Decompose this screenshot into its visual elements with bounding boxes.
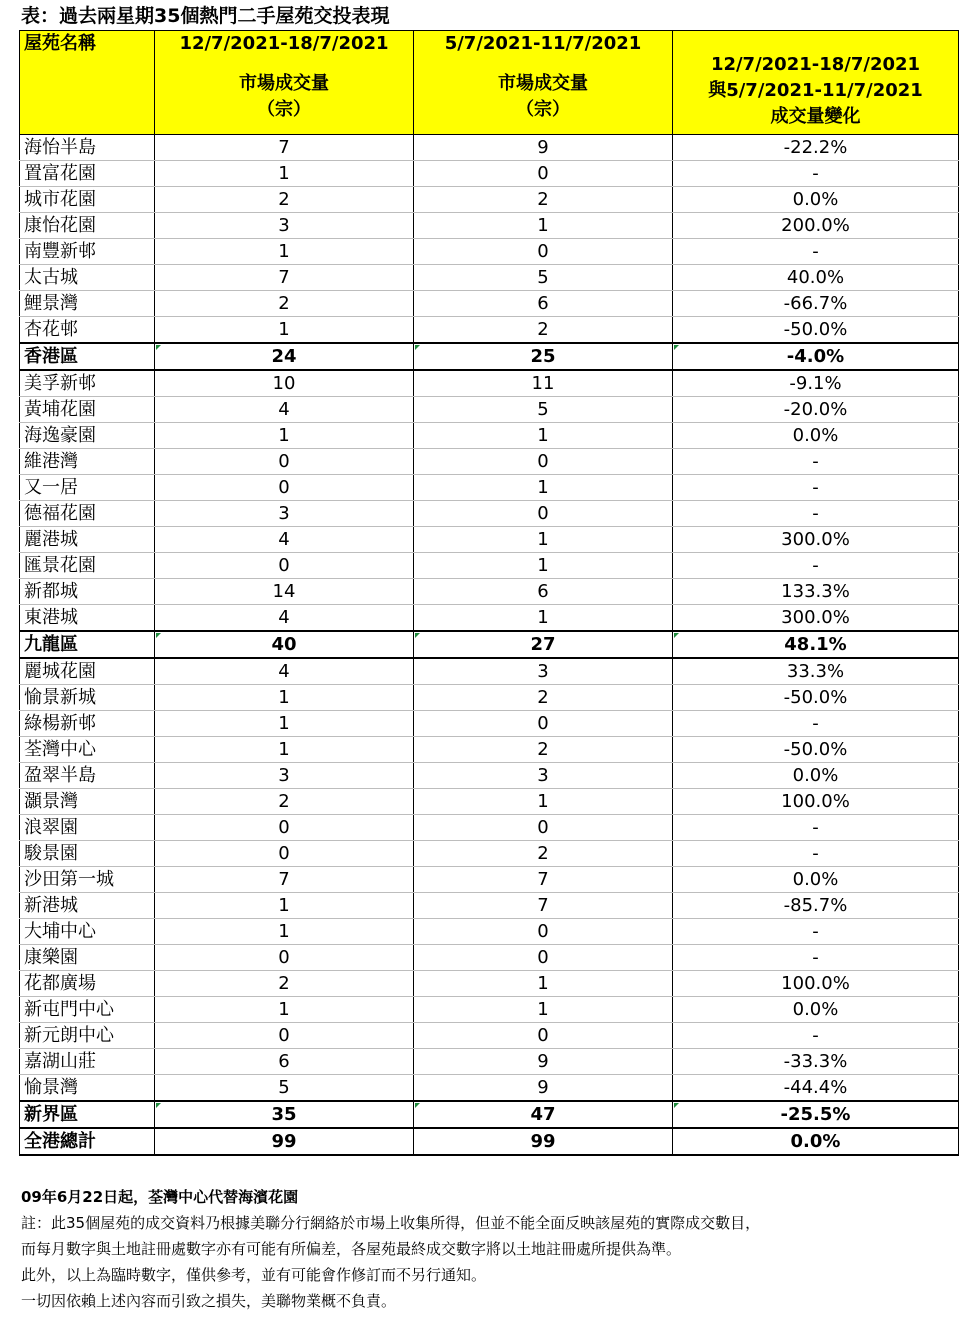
cell-estate-name: 愉景新城 xyxy=(20,685,155,711)
header-change-line1: 12/7/2021-18/7/2021 xyxy=(710,53,921,75)
header-current-period: 12/7/2021-18/7/2021 xyxy=(179,33,389,54)
cell-volume-change: - xyxy=(673,945,959,971)
table-row xyxy=(20,501,959,527)
table-row xyxy=(20,239,959,265)
table-header-row xyxy=(20,31,959,135)
cell-current-volume: 35 xyxy=(155,1101,414,1128)
cell-estate-name: 花都廣場 xyxy=(20,971,155,997)
note-replacement: 09年6月22日起，荃灣中心代替海濱花園 xyxy=(21,1188,299,1206)
header-current-label: 市場成交量 xyxy=(239,73,329,94)
cell-estate-name: 灝景灣 xyxy=(20,789,155,815)
table-row xyxy=(20,423,959,449)
cell-volume-change: -85.7% xyxy=(673,893,959,919)
cell-estate-name: 新界區 xyxy=(20,1101,155,1128)
table-title: 表：過去兩星期35個熱門二手屋苑交投表現 xyxy=(21,5,390,27)
cell-current-volume: 6 xyxy=(155,1049,414,1075)
cell-estate-name: 海怡半島 xyxy=(20,135,155,161)
header-estate-name xyxy=(20,31,155,135)
cell-previous-volume: 0 xyxy=(414,711,673,737)
cell-current-volume: 0 xyxy=(155,449,414,475)
cell-estate-name: 南豐新邨 xyxy=(20,239,155,265)
cell-previous-volume: 0 xyxy=(414,161,673,187)
header-current-week xyxy=(155,31,414,135)
cell-estate-name: 美孚新邨 xyxy=(20,370,155,397)
transaction-table xyxy=(19,30,959,1156)
cell-current-volume: 99 xyxy=(155,1128,414,1155)
table-row xyxy=(20,1075,959,1102)
cell-volume-change: - xyxy=(673,841,959,867)
cell-estate-name: 匯景花園 xyxy=(20,553,155,579)
cell-estate-name: 新都城 xyxy=(20,579,155,605)
cell-volume-change: - xyxy=(673,449,959,475)
cell-current-volume: 24 xyxy=(155,343,414,370)
cell-previous-volume: 0 xyxy=(414,919,673,945)
subtotal-row xyxy=(20,631,959,658)
cell-current-volume: 4 xyxy=(155,397,414,423)
header-change-line3: 成交量變化 xyxy=(770,105,861,127)
cell-current-volume: 1 xyxy=(155,317,414,344)
cell-estate-name: 大埔中心 xyxy=(20,919,155,945)
cell-previous-volume: 5 xyxy=(414,265,673,291)
cell-volume-change: -50.0% xyxy=(673,737,959,763)
cell-current-volume: 1 xyxy=(155,919,414,945)
cell-previous-volume: 6 xyxy=(414,291,673,317)
cell-current-volume: 0 xyxy=(155,475,414,501)
cell-estate-name: 置富花園 xyxy=(20,161,155,187)
cell-current-volume: 1 xyxy=(155,997,414,1023)
cell-estate-name: 又一居 xyxy=(20,475,155,501)
cell-volume-change: - xyxy=(673,1023,959,1049)
cell-current-volume: 1 xyxy=(155,685,414,711)
cell-previous-volume: 2 xyxy=(414,841,673,867)
cell-current-volume: 0 xyxy=(155,553,414,579)
cell-volume-change: -66.7% xyxy=(673,291,959,317)
cell-current-volume: 1 xyxy=(155,239,414,265)
table-row xyxy=(20,605,959,632)
cell-current-volume: 10 xyxy=(155,370,414,397)
cell-volume-change: -25.5% xyxy=(673,1101,959,1128)
header-previous-unit: （宗） xyxy=(516,99,570,120)
cell-current-volume: 4 xyxy=(155,658,414,685)
cell-current-volume: 2 xyxy=(155,789,414,815)
cell-current-volume: 7 xyxy=(155,867,414,893)
table-row xyxy=(20,685,959,711)
cell-current-volume: 4 xyxy=(155,527,414,553)
table-row xyxy=(20,213,959,239)
cell-estate-name: 太古城 xyxy=(20,265,155,291)
header-change-line2: 與5/7/2021-11/7/2021 xyxy=(708,79,923,101)
cell-estate-name: 駿景園 xyxy=(20,841,155,867)
cell-estate-name: 新屯門中心 xyxy=(20,997,155,1023)
cell-previous-volume: 0 xyxy=(414,945,673,971)
cell-previous-volume: 0 xyxy=(414,815,673,841)
cell-previous-volume: 6 xyxy=(414,579,673,605)
cell-previous-volume: 1 xyxy=(414,475,673,501)
cell-estate-name: 麗城花園 xyxy=(20,658,155,685)
cell-volume-change: 0.0% xyxy=(673,997,959,1023)
cell-previous-volume: 99 xyxy=(414,1128,673,1155)
cell-current-volume: 1 xyxy=(155,423,414,449)
header-previous-week xyxy=(414,31,673,135)
cell-volume-change: -44.4% xyxy=(673,1075,959,1102)
table-row xyxy=(20,815,959,841)
cell-volume-change: 40.0% xyxy=(673,265,959,291)
cell-current-volume: 40 xyxy=(155,631,414,658)
cell-previous-volume: 1 xyxy=(414,553,673,579)
table-row xyxy=(20,475,959,501)
cell-previous-volume: 1 xyxy=(414,527,673,553)
note-provisional: 此外，以上為臨時數字，僅供參考，並有可能會作修訂而不另行通知。 xyxy=(21,1266,487,1284)
table-row xyxy=(20,867,959,893)
cell-previous-volume: 11 xyxy=(414,370,673,397)
cell-current-volume: 1 xyxy=(155,161,414,187)
cell-estate-name: 德福花園 xyxy=(20,501,155,527)
cell-previous-volume: 9 xyxy=(414,1075,673,1102)
cell-estate-name: 荃灣中心 xyxy=(20,737,155,763)
cell-estate-name: 麗港城 xyxy=(20,527,155,553)
cell-previous-volume: 7 xyxy=(414,893,673,919)
cell-volume-change: - xyxy=(673,161,959,187)
cell-volume-change: - xyxy=(673,815,959,841)
cell-current-volume: 0 xyxy=(155,945,414,971)
cell-estate-name: 嘉湖山莊 xyxy=(20,1049,155,1075)
cell-estate-name: 新港城 xyxy=(20,893,155,919)
table-row xyxy=(20,658,959,685)
cell-estate-name: 康怡花園 xyxy=(20,213,155,239)
cell-volume-change: 100.0% xyxy=(673,971,959,997)
cell-volume-change: 300.0% xyxy=(673,527,959,553)
cell-current-volume: 0 xyxy=(155,841,414,867)
cell-estate-name: 香港區 xyxy=(20,343,155,370)
cell-current-volume: 2 xyxy=(155,187,414,213)
table-row xyxy=(20,919,959,945)
cell-estate-name: 沙田第一城 xyxy=(20,867,155,893)
table-row xyxy=(20,841,959,867)
table-row xyxy=(20,763,959,789)
cell-volume-change: 133.3% xyxy=(673,579,959,605)
cell-previous-volume: 9 xyxy=(414,135,673,161)
cell-current-volume: 7 xyxy=(155,265,414,291)
table-row xyxy=(20,187,959,213)
cell-previous-volume: 1 xyxy=(414,423,673,449)
cell-current-volume: 1 xyxy=(155,893,414,919)
table-body xyxy=(20,135,959,1156)
table-row xyxy=(20,893,959,919)
cell-current-volume: 1 xyxy=(155,711,414,737)
cell-volume-change: -50.0% xyxy=(673,317,959,344)
cell-estate-name: 杏花邨 xyxy=(20,317,155,344)
cell-current-volume: 1 xyxy=(155,737,414,763)
cell-estate-name: 綠楊新邨 xyxy=(20,711,155,737)
grand-total-row xyxy=(20,1128,959,1155)
subtotal-row xyxy=(20,343,959,370)
cell-previous-volume: 1 xyxy=(414,971,673,997)
cell-previous-volume: 2 xyxy=(414,737,673,763)
cell-estate-name: 浪翠園 xyxy=(20,815,155,841)
cell-volume-change: -20.0% xyxy=(673,397,959,423)
cell-previous-volume: 9 xyxy=(414,1049,673,1075)
cell-volume-change: -50.0% xyxy=(673,685,959,711)
cell-estate-name: 全港總計 xyxy=(20,1128,155,1155)
cell-current-volume: 7 xyxy=(155,135,414,161)
cell-previous-volume: 27 xyxy=(414,631,673,658)
cell-volume-change: 100.0% xyxy=(673,789,959,815)
cell-estate-name: 海逸豪園 xyxy=(20,423,155,449)
table-row xyxy=(20,737,959,763)
cell-previous-volume: 25 xyxy=(414,343,673,370)
cell-volume-change: -9.1% xyxy=(673,370,959,397)
cell-volume-change: - xyxy=(673,919,959,945)
header-previous-label: 市場成交量 xyxy=(498,73,588,94)
cell-current-volume: 0 xyxy=(155,815,414,841)
table-row xyxy=(20,527,959,553)
header-previous-period: 5/7/2021-11/7/2021 xyxy=(444,33,642,54)
cell-estate-name: 東港城 xyxy=(20,605,155,632)
cell-previous-volume: 1 xyxy=(414,997,673,1023)
cell-volume-change: - xyxy=(673,239,959,265)
table-row xyxy=(20,265,959,291)
cell-previous-volume: 1 xyxy=(414,605,673,632)
cell-previous-volume: 2 xyxy=(414,317,673,344)
cell-previous-volume: 2 xyxy=(414,187,673,213)
table-row xyxy=(20,789,959,815)
cell-volume-change: 200.0% xyxy=(673,213,959,239)
cell-previous-volume: 0 xyxy=(414,449,673,475)
table-row xyxy=(20,971,959,997)
cell-volume-change: 0.0% xyxy=(673,867,959,893)
cell-current-volume: 0 xyxy=(155,1023,414,1049)
cell-previous-volume: 2 xyxy=(414,685,673,711)
cell-volume-change: 0.0% xyxy=(673,423,959,449)
cell-previous-volume: 5 xyxy=(414,397,673,423)
cell-current-volume: 14 xyxy=(155,579,414,605)
cell-current-volume: 2 xyxy=(155,291,414,317)
table-row xyxy=(20,553,959,579)
table-row xyxy=(20,135,959,161)
cell-current-volume: 4 xyxy=(155,605,414,632)
table-row xyxy=(20,945,959,971)
cell-previous-volume: 1 xyxy=(414,789,673,815)
cell-previous-volume: 3 xyxy=(414,658,673,685)
cell-volume-change: -4.0% xyxy=(673,343,959,370)
table-row xyxy=(20,1049,959,1075)
cell-estate-name: 城市花園 xyxy=(20,187,155,213)
cell-volume-change: - xyxy=(673,553,959,579)
cell-current-volume: 3 xyxy=(155,213,414,239)
cell-volume-change: 0.0% xyxy=(673,1128,959,1155)
cell-previous-volume: 1 xyxy=(414,213,673,239)
cell-previous-volume: 47 xyxy=(414,1101,673,1128)
table-row xyxy=(20,449,959,475)
table-row xyxy=(20,579,959,605)
cell-previous-volume: 0 xyxy=(414,501,673,527)
cell-current-volume: 3 xyxy=(155,763,414,789)
cell-volume-change: - xyxy=(673,501,959,527)
cell-volume-change: 33.3% xyxy=(673,658,959,685)
cell-current-volume: 2 xyxy=(155,971,414,997)
table-row xyxy=(20,397,959,423)
header-current-unit: （宗） xyxy=(257,99,311,120)
cell-previous-volume: 7 xyxy=(414,867,673,893)
table-row xyxy=(20,1023,959,1049)
cell-estate-name: 九龍區 xyxy=(20,631,155,658)
cell-estate-name: 維港灣 xyxy=(20,449,155,475)
cell-current-volume: 3 xyxy=(155,501,414,527)
cell-estate-name: 新元朗中心 xyxy=(20,1023,155,1049)
table-row xyxy=(20,291,959,317)
cell-estate-name: 愉景灣 xyxy=(20,1075,155,1102)
cell-previous-volume: 3 xyxy=(414,763,673,789)
note-disclaimer-2: 而每月數字與土地註冊處數字亦有可能有所偏差，各屋苑最終成交數字將以土地註冊處所提供為準。 xyxy=(21,1240,682,1258)
cell-previous-volume: 0 xyxy=(414,1023,673,1049)
note-disclaimer-1: 註：此35個屋苑的成交資料乃根據美聯分行網絡於市場上收集所得，但並不能全面反映該屋苑的實際成交數目， xyxy=(21,1214,761,1232)
cell-estate-name: 黃埔花園 xyxy=(20,397,155,423)
table-row xyxy=(20,711,959,737)
header-estate-name-text: 屋苑名稱 xyxy=(24,33,96,54)
cell-volume-change: - xyxy=(673,711,959,737)
cell-estate-name: 盈翠半島 xyxy=(20,763,155,789)
cell-volume-change: 300.0% xyxy=(673,605,959,632)
table-row xyxy=(20,997,959,1023)
subtotal-row xyxy=(20,1101,959,1128)
cell-estate-name: 鯉景灣 xyxy=(20,291,155,317)
cell-volume-change: 0.0% xyxy=(673,187,959,213)
cell-volume-change: -33.3% xyxy=(673,1049,959,1075)
cell-previous-volume: 0 xyxy=(414,239,673,265)
footnotes xyxy=(21,1184,951,1314)
note-liability: 一切因依賴上述內容而引致之損失，美聯物業概不負責。 xyxy=(21,1292,397,1310)
cell-volume-change: - xyxy=(673,475,959,501)
cell-volume-change: -22.2% xyxy=(673,135,959,161)
header-change xyxy=(673,31,959,135)
table-row xyxy=(20,370,959,397)
table-row xyxy=(20,317,959,344)
cell-current-volume: 5 xyxy=(155,1075,414,1102)
cell-volume-change: 0.0% xyxy=(673,763,959,789)
cell-estate-name: 康樂園 xyxy=(20,945,155,971)
cell-volume-change: 48.1% xyxy=(673,631,959,658)
table-row xyxy=(20,161,959,187)
